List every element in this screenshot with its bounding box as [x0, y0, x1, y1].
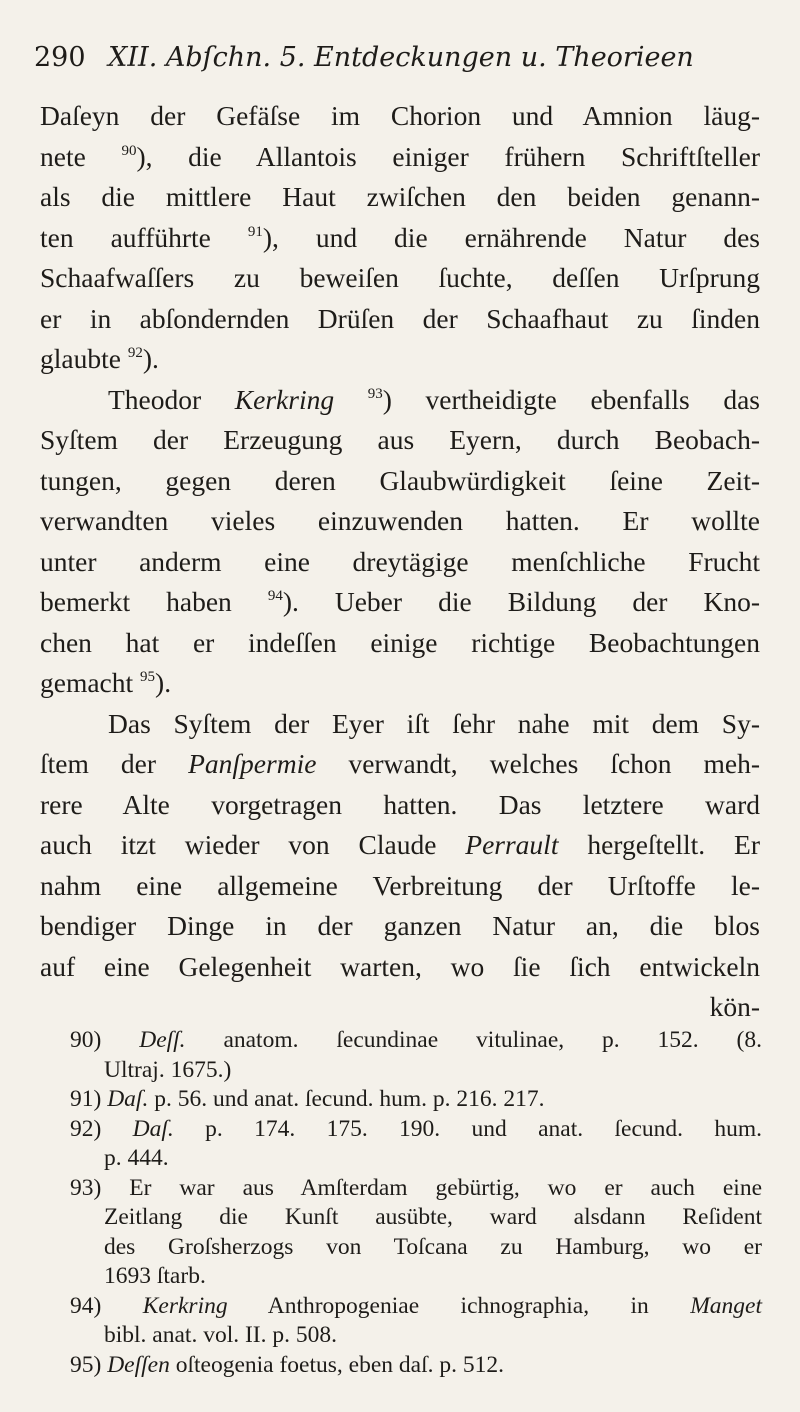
text-run: ). — [142, 343, 159, 374]
text-run: ). — [155, 667, 172, 698]
footnote-line — [70, 1085, 762, 1115]
text-run: des Groſsherzogs von Toſcana zu Hamburg, wo er — [104, 1233, 762, 1260]
text-run: Syſtem der Erzeugung aus Eyern, durch Beobach- — [40, 424, 760, 455]
page-number: 290 — [34, 42, 86, 73]
footnote-line — [70, 1292, 762, 1322]
footnote-line — [70, 1321, 762, 1351]
text-run: ), und die ernährende Natur des — [262, 221, 760, 253]
footnotes — [70, 1026, 762, 1380]
footnote-reference: 93 — [367, 385, 383, 402]
text-run — [334, 384, 368, 415]
footnote-reference: 94 — [267, 588, 283, 604]
text-run: 93) Er war aus Amſterdam gebürtig, wo er auch eine — [70, 1174, 762, 1201]
footnote-line — [70, 1174, 762, 1204]
footnote-line — [70, 1351, 762, 1381]
text-run: 90) — [70, 1027, 140, 1053]
body-text — [40, 96, 760, 1028]
running-title: XII. Abſchn. 5. Entdeckungen u. Theorieen — [108, 42, 694, 73]
footnote-reference: 95 — [140, 669, 156, 685]
footnote-line — [70, 1144, 762, 1174]
text-run: bemerkt haben — [40, 586, 268, 617]
text-line — [40, 542, 760, 583]
text-line — [40, 299, 760, 340]
text-line — [40, 744, 760, 785]
footnote-reference: 91 — [247, 223, 263, 240]
text-line — [40, 420, 760, 461]
italic-text: Panſpermie — [188, 748, 317, 779]
text-run: ) vertheidigte ebenfalls das — [382, 383, 760, 415]
text-line — [40, 501, 760, 542]
text-run: er in abſondernden Drüſen der Schaafhaut zu ſinden — [40, 302, 760, 334]
text-run: rere Alte vorgetragen hatten. Das letztere ward — [40, 788, 760, 820]
text-line — [40, 582, 760, 623]
italic-text: Kerkring — [142, 1292, 228, 1319]
text-run: Das Syſtem der Eyer iſt ſehr nahe mit dem Sy- — [108, 707, 760, 739]
text-line — [40, 947, 760, 988]
text-run: verwandten vieles einzuwenden hatten. Er wollte — [40, 505, 760, 536]
text-run: Schaafwaſſers zu beweiſen ſuchte, deſſen Urſprung — [40, 262, 760, 293]
text-line — [40, 96, 760, 137]
text-line — [40, 461, 760, 502]
text-run: glaubte — [40, 343, 128, 374]
text-run: gemacht — [40, 667, 141, 698]
text-line — [40, 137, 760, 178]
text-run: unter anderm eine dreytägige menſchliche Frucht — [40, 545, 760, 577]
italic-text: Perrault — [465, 829, 559, 860]
text-line — [40, 663, 760, 704]
text-line — [40, 704, 760, 745]
text-run: nahm eine allgemeine Verbreitung der Urſtoffe le- — [40, 869, 760, 901]
footnote-reference: 90 — [121, 142, 137, 159]
text-line — [40, 987, 760, 1028]
text-run: tungen, gegen deren Glaubwürdigkeit ſeine Zeit- — [40, 464, 760, 496]
footnote-line — [70, 1203, 762, 1233]
text-run: kön- — [709, 991, 760, 1022]
italic-text: Manget — [690, 1292, 762, 1319]
footnote-line — [70, 1262, 762, 1292]
text-run: ). Ueber die Bildung der Kno- — [282, 586, 760, 617]
text-line — [40, 177, 760, 218]
text-run: auch itzt wieder von Claude — [40, 829, 466, 860]
footnote-line — [70, 1056, 762, 1086]
text-run: 1693 ſtarb. — [104, 1263, 206, 1289]
text-run: als die mittlere Haut zwiſchen den beiden genann- — [40, 181, 760, 212]
text-run: Theodor — [108, 383, 235, 415]
text-run: p. 56. und anat. ſecund. hum. p. 216. 217. — [148, 1086, 545, 1112]
text-run: auf eine Gelegenheit warten, wo ſie ſich entwickeln — [40, 950, 760, 982]
italic-text: Kerkring — [234, 383, 335, 415]
text-run: 94) — [70, 1292, 143, 1319]
text-run: Anthropogeniae ichnographia, in — [227, 1292, 691, 1319]
text-line — [40, 825, 760, 866]
text-line — [40, 623, 760, 664]
text-run: Zeitlang die Kunſt ausübte, ward alsdann Reſident — [104, 1204, 762, 1230]
italic-text: Daſ. — [107, 1086, 149, 1112]
text-run: verwandt, welches ſchon meh- — [316, 748, 760, 779]
italic-text: Daſ. — [132, 1115, 174, 1142]
running-header — [34, 38, 764, 78]
italic-text: Deſſen — [107, 1351, 170, 1378]
text-run: 95) — [70, 1351, 108, 1378]
text-run: bendiger Dinge in der ganzen Natur an, die blos — [40, 910, 760, 941]
text-run: oſteogenia foetus, eben daſ. p. 512. — [169, 1351, 504, 1378]
text-run: ſtem der — [40, 748, 189, 779]
text-line — [40, 339, 760, 380]
footnote-reference: 92 — [127, 345, 143, 361]
text-line — [40, 218, 760, 259]
text-run: p. 444. — [104, 1145, 169, 1171]
text-run: hergeſtellt. Er — [558, 829, 760, 860]
footnote-line — [70, 1233, 762, 1263]
text-line — [40, 906, 760, 947]
text-run: bibl. anat. vol. II. p. 508. — [104, 1322, 338, 1348]
text-run: nete — [40, 140, 122, 172]
text-run: ), die Allantois einiger frühern Schriftſteller — [136, 140, 760, 172]
text-line — [40, 866, 760, 907]
text-run: p. 174. 175. 190. und anat. ſecund. hum. — [173, 1115, 762, 1142]
text-line — [40, 380, 760, 421]
text-run: chen hat er indeſſen einige richtige Beobachtungen — [40, 626, 760, 658]
text-run: Daſeyn der Gefäſse im Chorion und Amnion läug- — [40, 100, 760, 131]
text-line — [40, 258, 760, 299]
footnote-line — [70, 1026, 762, 1056]
text-run: ten aufführte — [40, 221, 248, 253]
text-run: Ultraj. 1675.) — [104, 1056, 232, 1083]
text-run: 92) — [70, 1115, 133, 1142]
text-run: 91) — [70, 1086, 108, 1112]
footnote-line — [70, 1115, 762, 1145]
text-run: anatom. ſecundinae vitulinae, p. 152. (8. — [185, 1027, 762, 1053]
text-line — [40, 785, 760, 826]
italic-text: Deſſ. — [139, 1027, 186, 1053]
